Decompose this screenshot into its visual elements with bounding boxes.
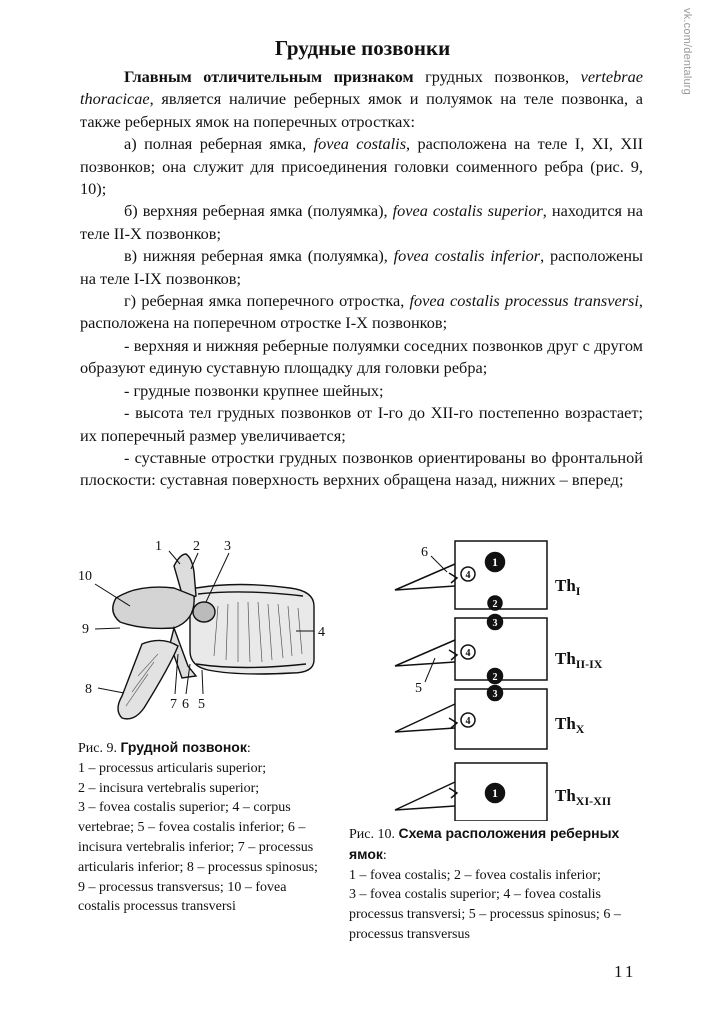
fig9-label-3: 3 — [224, 539, 231, 554]
fig9-legend-2: 2 – incisura vertebralis superior; — [78, 780, 260, 796]
figure10-caption — [349, 824, 645, 945]
fig10-legend-1: 1 – fovea costalis; — [349, 867, 451, 883]
fig9-label-5: 5 — [198, 697, 205, 712]
fig9-legend-1: 1 – processus articularis superior; — [78, 760, 267, 776]
mark-th2-top: 3 — [492, 618, 498, 629]
scheme-row-labels — [555, 576, 611, 808]
item-text: б) верхняя реберная ямка (полуямка), — [124, 201, 393, 221]
item-text: , находится на теле II-X позвонков; — [80, 201, 643, 243]
item-a — [80, 133, 643, 200]
row-label-th3: $Th_X$ — [555, 714, 585, 736]
fig9-label-10: 10 — [78, 569, 92, 584]
fig9-legend-4: 4 – corpus vertebrae; — [78, 800, 291, 836]
fig10-caption-colon: : — [382, 847, 387, 863]
mark-th2-bottom: 2 — [492, 672, 498, 683]
fig9-label-4: 4 — [318, 625, 325, 640]
mark-th3-side: 4 — [465, 716, 471, 727]
pointer-label-6: 6 — [421, 545, 428, 560]
rib-facet-shape — [193, 602, 215, 622]
vertebral-body-shape — [190, 585, 314, 675]
fig9-legend-6: 6 – incisura vertebralis inferior; — [78, 820, 306, 855]
fig10-legend-2: 2 – fovea costalis inferior; — [453, 867, 601, 883]
rib-facet-scheme — [385, 536, 655, 821]
item-latin: fovea costalis superior — [392, 201, 543, 221]
fig10-caption-prefix: Рис. 10. — [349, 827, 399, 842]
bullet-2: - грудные позвонки крупнее шейных; — [124, 380, 384, 400]
fig9-label-1: 1 — [155, 539, 162, 554]
spinous-process-shape — [118, 640, 178, 718]
item-b — [80, 200, 643, 245]
fig9-label-8: 8 — [85, 682, 92, 697]
intro-bold: Главным отличительным признаком — [124, 67, 414, 86]
body-text — [80, 66, 643, 492]
scheme-row-th1 — [395, 541, 547, 610]
mark-th4-top: 1 — [492, 786, 498, 800]
mark-th3-top: 3 — [492, 689, 498, 700]
bullet-1: - верхняя и нижняя реберные полуямки соседних позвонков друг с другом образуют единую суставную площадку для головки ребра; — [80, 335, 643, 378]
mark-th2-side: 4 — [465, 648, 471, 659]
fig9-caption-title: Грудной позвонок — [120, 739, 247, 755]
fig9-caption-prefix: Рис. 9. — [78, 741, 121, 756]
item-text: , расположена на теле I, XI, XII позвонков; она служит для присоединения головки соименного ребра (рис. 9, 10); — [80, 134, 643, 199]
mark-th1-side: 4 — [465, 570, 471, 581]
item-d — [80, 290, 643, 335]
fig10-legend-3: 3 – fovea costalis superior; — [349, 887, 500, 903]
fig9-label-6: 6 — [182, 697, 189, 712]
scheme-row-th4 — [395, 763, 547, 821]
fig9-label-7: 7 — [170, 697, 177, 712]
item-text: в) нижняя реберная ямка (полуямка), — [124, 246, 394, 266]
intro-paragraph — [80, 66, 643, 133]
item-text: , расположены на теле I-IX позвонков; — [80, 246, 643, 288]
mark-th1-bottom: 2 — [492, 599, 498, 610]
pointer-label-5: 5 — [415, 681, 422, 696]
fig9-legend-8: 8 – processus spinosus; — [186, 859, 318, 875]
item-text: а) полная реберная ямка, — [124, 134, 314, 154]
item-latin: fovea costalis — [313, 134, 407, 154]
fig10-legend-4: 4 – fovea costalis processus transversi; — [349, 887, 601, 923]
fig9-legend-10: 10 – fovea costalis processus transversi — [78, 879, 287, 915]
fig9-caption-colon: : — [246, 741, 251, 756]
fig9-label-2: 2 — [193, 539, 200, 554]
scheme-row-th2 — [395, 615, 547, 684]
item-latin: fovea costalis processus transversi — [409, 291, 639, 311]
fig9-legend-5: 5 – fovea costalis inferior; — [137, 820, 285, 836]
row-label-th2: $Th_{II-IX}$ — [555, 649, 603, 671]
item-text: , расположена на поперечном отростке I-X позвонков; — [80, 291, 643, 333]
fig10-caption-title: Схема расположения реберных ямок — [349, 825, 620, 862]
watermark: vk.com/dentalurg — [681, 8, 693, 95]
intro-text-2: , является наличие реберных ямок и полуямок на теле позвонка, а также реберных ямок на поперечных отростках: — [80, 89, 643, 131]
page-title: Грудные позвонки — [274, 36, 451, 60]
scheme-pointer-labels — [415, 545, 428, 696]
fig10-legend-6: 6 – processus transversus — [349, 907, 621, 942]
transverse-process-shape — [113, 587, 194, 628]
item-latin: fovea costalis inferior — [393, 246, 541, 266]
page-number: 11 — [614, 962, 637, 981]
fig9-legend-7: 7 – processus articularis inferior; — [78, 839, 314, 875]
intro-latin: vertebrae thoracicae — [80, 67, 643, 109]
item-text: г) реберная ямка поперечного отростка, — [124, 291, 410, 311]
vertebra-drawing — [113, 554, 314, 719]
fig10-legend-5: 5 – processus spinosus; — [468, 907, 600, 923]
row-label-th1: $Th_I$ — [555, 576, 581, 598]
figure9-caption — [78, 738, 320, 917]
fig9-legend-9: 9 – processus transversus; — [78, 879, 224, 895]
intro-text-1: грудных позвонков, — [413, 67, 581, 86]
fig9-legend-3: 3 – fovea costalis superior; — [78, 800, 229, 816]
bullet-4: - суставные отростки грудных позвонков ориентированы во фронтальной плоскости: суставная поверхность верхних обращена назад, нижних – вперед; — [80, 447, 643, 490]
mark-th1-top: 1 — [492, 555, 498, 569]
row-label-th4: $Th_{XI-XII}$ — [555, 786, 612, 808]
item-c — [80, 245, 643, 290]
fig9-label-9: 9 — [82, 622, 89, 637]
bullet-3: - высота тел грудных позвонков от I-го до XII-го постепенно возрастает; их поперечный размер увеличивается; — [80, 403, 643, 445]
vertebra-figure — [78, 536, 334, 736]
